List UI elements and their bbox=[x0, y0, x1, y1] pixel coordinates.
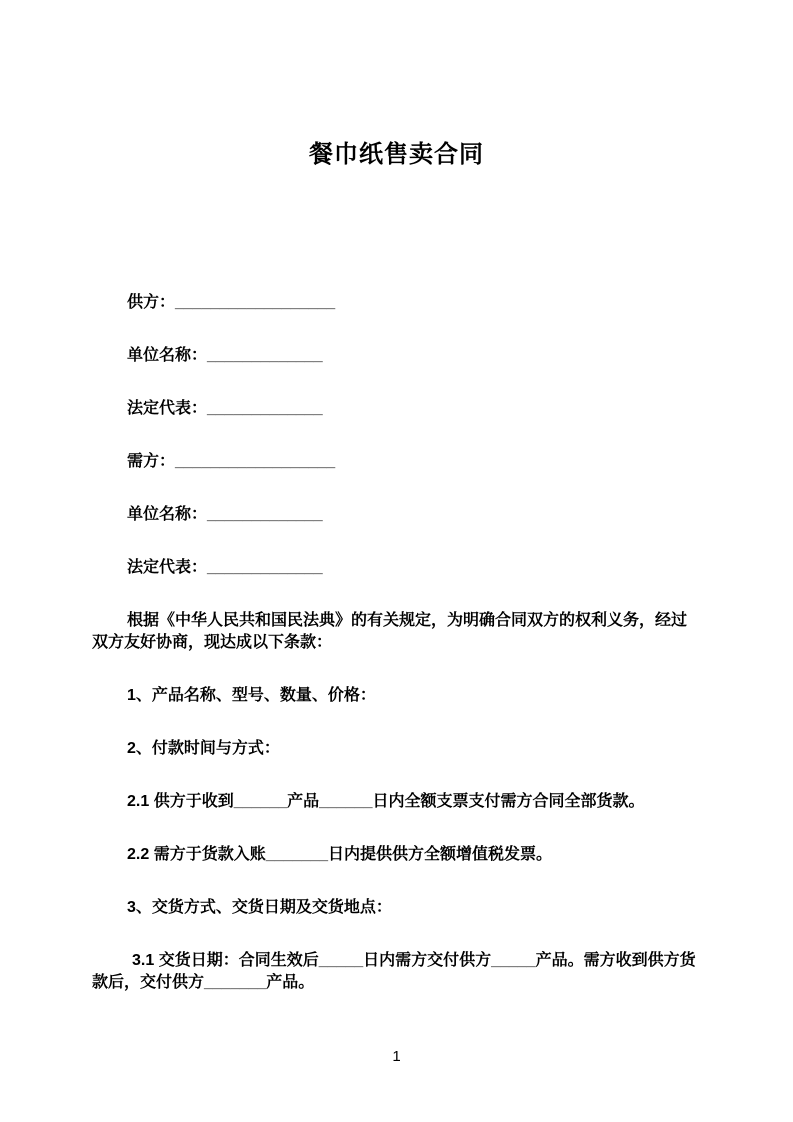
party-field-buyer-unit-name: 单位名称：_____________ bbox=[127, 506, 323, 523]
party-field-supplier-legal-rep: 法定代表：_____________ bbox=[127, 400, 323, 417]
clause-3: 3、交货方式、交货日期及交货地点： bbox=[127, 899, 392, 916]
intro-paragraph: 根据《中华人民共和国民法典》的有关规定，为明确合同双方的权利义务，经过双方友好协商，现达成以下条款： bbox=[92, 612, 688, 651]
party-field-buyer: 需方：__________________ bbox=[127, 453, 336, 470]
clause-1: 1、产品名称、型号、数量、价格： bbox=[127, 687, 376, 704]
clause-2-2: 2.2 需方于货款入账_______日内提供供方全额增值税发票。 bbox=[127, 846, 552, 863]
parties-section bbox=[92, 292, 701, 579]
clause-2-1: 2.1 供方于收到______产品______日内全额支票支付需方合同全部货款。 bbox=[127, 793, 645, 810]
page-number: 1 bbox=[392, 1048, 401, 1065]
party-field-buyer-legal-rep: 法定代表：_____________ bbox=[127, 559, 323, 576]
party-field-supplier: 供方：__________________ bbox=[127, 294, 336, 311]
party-field-supplier-unit-name: 单位名称：_____________ bbox=[127, 347, 323, 364]
clause-2: 2、付款时间与方式： bbox=[127, 740, 280, 757]
document-title: 餐巾纸售卖合同 bbox=[309, 141, 484, 168]
clause-3-1: 3.1 交货日期：合同生效后_____日内需方交付供方_____产品。需方收到供方货款后，交付供方_______产品。 bbox=[92, 952, 696, 991]
contract-body bbox=[92, 610, 701, 994]
